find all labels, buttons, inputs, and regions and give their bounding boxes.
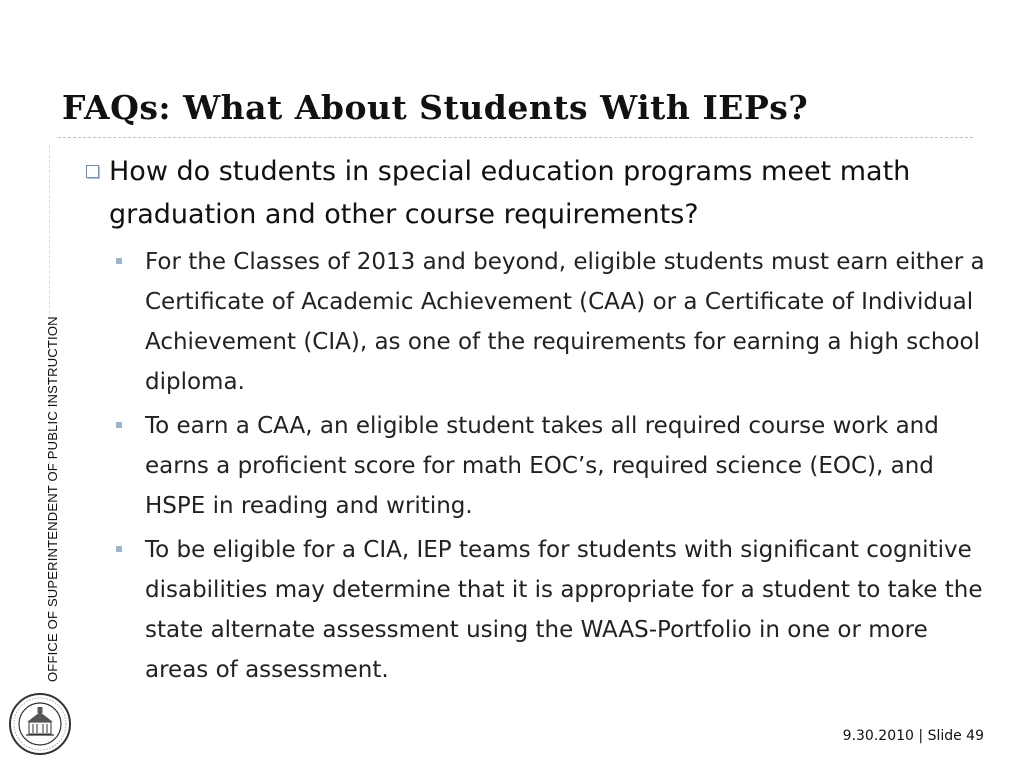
square-bullet-icon xyxy=(116,546,122,552)
list-item-text: For the Classes of 2013 and beyond, eligible students must earn either a Certificate of Academic Achievement (CAA) or a Certificate of Individual Achievement (CIA), as one of the requirements for earning a high school diploma. xyxy=(145,249,985,395)
checkbox-bullet-icon xyxy=(86,165,99,178)
slide-footer xyxy=(843,728,984,744)
answer-list xyxy=(116,242,986,690)
slide-number: Slide 49 xyxy=(927,728,984,744)
slide-content xyxy=(86,150,986,694)
list-item xyxy=(116,530,986,690)
seal-icon xyxy=(8,692,72,756)
square-bullet-icon xyxy=(116,258,122,264)
footer-separator: | xyxy=(918,728,924,744)
title-divider xyxy=(58,137,973,138)
sidebar-organization-label: OFFICE OF SUPERINTENDENT OF PUBLIC INSTRUCTION xyxy=(45,316,60,682)
question-item xyxy=(86,150,986,236)
question-text: How do students in special education programs meet math graduation and other course requirements? xyxy=(109,156,911,230)
square-bullet-icon xyxy=(116,422,122,428)
list-item xyxy=(116,242,986,402)
list-item-text: To be eligible for a CIA, IEP teams for students with significant cognitive disabilities may determine that it is appropriate for a student to take the state alternate assessment using the WAAS-Portfolio in one or more areas of assessment. xyxy=(145,537,983,683)
footer-date: 9.30.2010 xyxy=(842,728,914,744)
slide-title: FAQs: What About Students With IEPs? xyxy=(62,88,809,127)
list-item xyxy=(116,406,986,526)
list-item-text: To earn a CAA, an eligible student takes all required course work and earns a proficient score for math EOC’s, required science (EOC), and HSPE in reading and writing. xyxy=(145,413,939,519)
